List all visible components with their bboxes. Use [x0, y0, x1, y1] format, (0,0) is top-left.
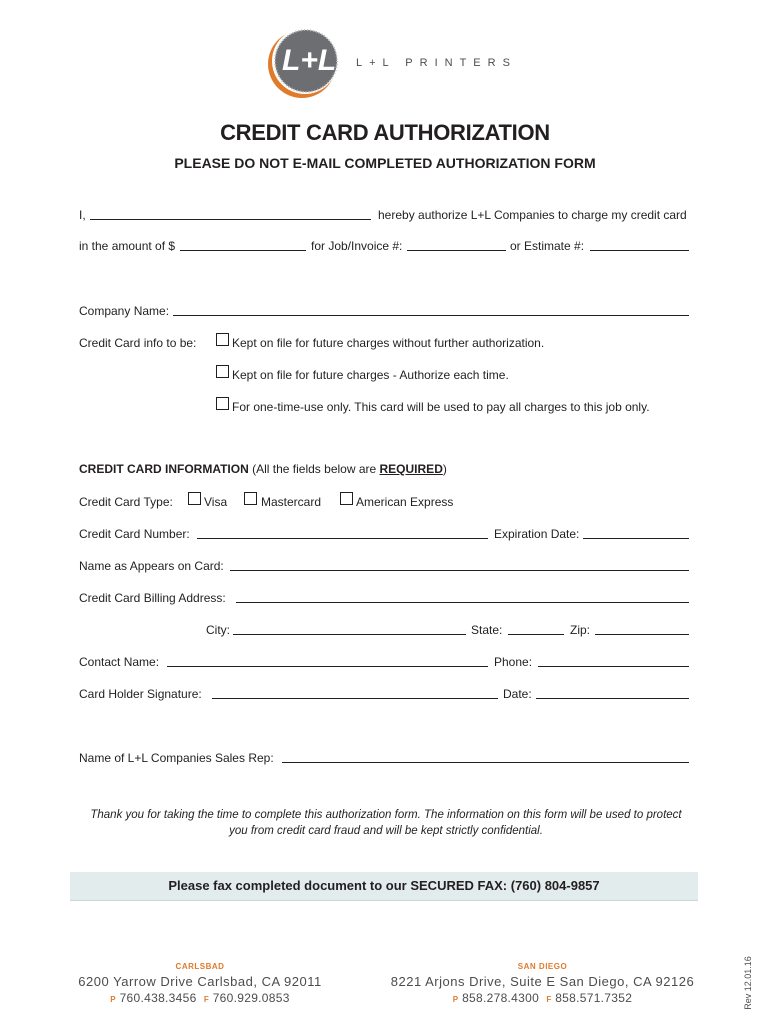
card-info-label: Credit Card info to be:	[79, 336, 197, 350]
fax-banner-text: Please fax completed document to our SECURED FAX: (760) 804-9857	[168, 878, 600, 893]
brand-name: L+L PRINTERS	[356, 57, 517, 69]
san-diego-fax: 858.571.7352	[555, 991, 633, 1005]
billing-address-label: Credit Card Billing Address:	[79, 591, 226, 605]
authorizer-name-field[interactable]	[90, 219, 371, 220]
signature-field[interactable]	[212, 698, 498, 699]
company-name-field[interactable]	[173, 315, 689, 316]
state-label: State:	[471, 623, 503, 637]
required-note: REQUIRED	[379, 462, 443, 476]
contact-name-label: Contact Name:	[79, 655, 160, 669]
expiration-label: Expiration Date:	[494, 527, 580, 541]
option-one-time-checkbox[interactable]	[216, 397, 229, 410]
mastercard-label: Mastercard	[261, 495, 322, 509]
name-on-card-field[interactable]	[230, 570, 689, 571]
sales-rep-field[interactable]	[282, 762, 689, 763]
logo-monogram: L+L	[282, 44, 337, 77]
carlsbad-fax-prefix: F	[203, 995, 210, 1004]
san-diego-contacts	[385, 991, 700, 1005]
card-type-label: Credit Card Type:	[79, 495, 173, 509]
card-number-field[interactable]	[197, 538, 488, 539]
option-keep-auth-each-label: Kept on file for future charges - Authorize each time.	[232, 368, 509, 382]
state-field[interactable]	[508, 634, 564, 635]
expiration-field[interactable]	[583, 538, 689, 539]
amount-label: in the amount of $	[79, 239, 176, 253]
san-diego-address: 8221 Arjons Drive, Suite E San Diego, CA 92126	[390, 974, 695, 989]
signature-label: Card Holder Signature:	[79, 687, 202, 701]
name-on-card-label: Name as Appears on Card:	[79, 559, 224, 573]
zip-label: Zip:	[570, 623, 591, 637]
carlsbad-fax: 760.929.0853	[212, 991, 290, 1005]
amex-checkbox[interactable]	[340, 492, 353, 505]
san-diego-phone: 858.278.4300	[462, 991, 540, 1005]
option-keep-no-auth-label: Kept on file for future charges without further authorization.	[232, 336, 545, 350]
carlsbad-city: CARLSBAD	[175, 962, 225, 971]
fax-banner	[70, 872, 698, 901]
company-name-label: Company Name:	[79, 304, 170, 318]
amex-label: American Express	[356, 495, 454, 509]
city-label: City:	[206, 623, 230, 637]
zip-field[interactable]	[595, 634, 689, 635]
carlsbad-phone-prefix: P	[110, 995, 116, 1004]
visa-checkbox[interactable]	[188, 492, 201, 505]
carlsbad-address: 6200 Yarrow Drive Carlsbad, CA 92011	[78, 974, 322, 989]
page-subtitle: PLEASE DO NOT E-MAIL COMPLETED AUTHORIZATION FORM	[174, 155, 596, 171]
san-diego-fax-prefix: F	[546, 995, 552, 1004]
section-note-suffix: )	[442, 462, 447, 476]
option-one-time-label: For one-time-use only. This card will be used to pay all charges to this job only.	[232, 400, 650, 414]
hereby-text: hereby authorize L+L Companies to charge my credit card	[378, 208, 687, 222]
logo	[262, 26, 344, 100]
section-note-prefix: (All the fields below are	[252, 462, 380, 476]
date-field[interactable]	[536, 698, 689, 699]
san-diego-office	[385, 962, 700, 1005]
city-field[interactable]	[233, 634, 466, 635]
sales-rep-label: Name of L+L Companies Sales Rep:	[79, 751, 274, 765]
page-title: CREDIT CARD AUTHORIZATION	[220, 120, 550, 145]
estimate-label: or Estimate #:	[510, 239, 585, 253]
i-label: I,	[79, 208, 86, 222]
contact-name-field[interactable]	[167, 666, 488, 667]
job-invoice-label: for Job/Invoice #:	[311, 239, 403, 253]
date-label: Date:	[503, 687, 532, 701]
amount-field[interactable]	[180, 250, 306, 251]
revision-note: Rev 12.01.16	[743, 956, 753, 1010]
thank-you-note: Thank you for taking the time to complete this authorization form. The information on this form will be used to protect you from credit card fraud and will be kept strictly confidential.	[90, 809, 682, 837]
billing-address-field[interactable]	[236, 602, 689, 603]
option-keep-no-auth-checkbox[interactable]	[216, 333, 229, 346]
option-keep-auth-each-checkbox[interactable]	[216, 365, 229, 378]
mastercard-checkbox[interactable]	[244, 492, 257, 505]
carlsbad-office	[60, 962, 340, 1005]
visa-label: Visa	[204, 495, 228, 509]
phone-label: Phone:	[494, 655, 533, 669]
carlsbad-phone: 760.438.3456	[119, 991, 197, 1005]
phone-field[interactable]	[538, 666, 689, 667]
san-diego-city: SAN DIEGO	[517, 962, 568, 971]
job-invoice-field[interactable]	[407, 250, 506, 251]
estimate-field[interactable]	[590, 250, 689, 251]
carlsbad-contacts	[60, 991, 340, 1005]
section-title: CREDIT CARD INFORMATION	[79, 462, 249, 476]
card-info-section-heading	[79, 462, 447, 476]
card-number-label: Credit Card Number:	[79, 527, 190, 541]
san-diego-phone-prefix: P	[452, 995, 459, 1004]
